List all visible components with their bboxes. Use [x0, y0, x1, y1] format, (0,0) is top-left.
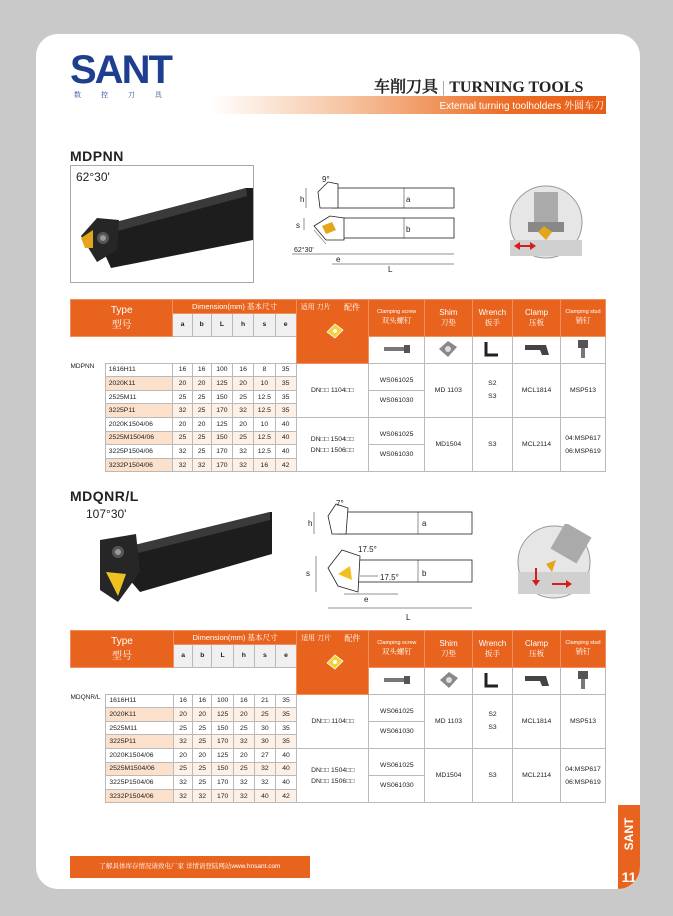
clamp-code: MCL2114 [513, 417, 561, 471]
dim-cell-b: 25 [193, 762, 212, 776]
dim-cell-a: 16 [173, 694, 192, 708]
dim-cell-s: 25 [254, 708, 275, 722]
dimension-diagram-mdqnr [298, 496, 478, 624]
insert-code: DN□□ 1504□□ [310, 435, 354, 443]
dim-cell-b: 25 [193, 721, 212, 735]
dim-cell-s: 40 [254, 789, 275, 803]
type-cell: 3232P1504/06 [106, 789, 174, 803]
dim-cell-h: 25 [233, 390, 254, 404]
diagram-label-e: e [364, 595, 369, 604]
model-label [71, 789, 106, 803]
dim-cell-a: 32 [173, 404, 192, 418]
toolholder-image-mdpnn [71, 166, 253, 282]
diagram-label-L: L [388, 265, 393, 274]
dim-cell-e: 35 [275, 390, 296, 404]
type-cell: 3225P11 [106, 735, 174, 749]
dim-header-L: L [212, 644, 233, 667]
diagram-label-a: a [422, 519, 427, 528]
insert-code: DN□□ 1104□□ [311, 717, 355, 725]
model-label: MDQNR/L [70, 694, 101, 702]
dim-header-e: e [275, 313, 296, 336]
dim-cell-L: 170 [212, 735, 233, 749]
type-cell: 2020K11 [105, 377, 173, 391]
dim-cell-h: 16 [233, 363, 254, 377]
dim-cell-a: 20 [173, 708, 192, 722]
diagram-angle-top: 9° [322, 175, 330, 184]
insert-code: DN□□ 1506□□ [311, 777, 355, 785]
clamp-code: MCL1814 [513, 363, 561, 417]
dim-cell-b: 25 [192, 431, 211, 445]
screw-cell [369, 417, 425, 471]
side-tab-brand: SANT [622, 817, 636, 851]
dim-cell-s: 12.5 [254, 404, 275, 418]
dim-cell-b: 16 [193, 694, 212, 708]
dim-header-a: a [173, 313, 192, 336]
type-cell: 2525M11 [105, 390, 173, 404]
wrench-icon [482, 670, 502, 690]
dim-cell-L: 150 [211, 431, 232, 445]
toolholder-image-mdqnr [70, 512, 272, 610]
dim-cell-b: 25 [192, 404, 211, 418]
page-subtitle: External turning toolholders 外圆车刀 [439, 101, 604, 112]
dim-cell-b: 16 [192, 363, 211, 377]
screw-code: WS061030 [380, 727, 414, 735]
dim-cell-e: 35 [275, 735, 296, 749]
dim-cell-L: 125 [212, 748, 233, 762]
dim-cell-e: 40 [275, 762, 296, 776]
dim-cell-b: 20 [192, 417, 211, 431]
insert-cell [297, 748, 369, 802]
insert-icon [325, 322, 345, 340]
dim-cell-L: 150 [212, 762, 233, 776]
stud-code: 04:MSP617 [565, 765, 601, 773]
stud-icon [573, 338, 593, 360]
dim-cell-e: 35 [275, 694, 296, 708]
dim-cell-s: 27 [254, 748, 275, 762]
dim-cell-L: 100 [211, 363, 232, 377]
brand-logo-subtitle: 数 控 刀 具 [74, 92, 171, 99]
wrench-code: S3 [488, 393, 497, 401]
type-cell: 2020K1504/06 [106, 748, 174, 762]
insert-cell [297, 694, 369, 748]
model-label [71, 748, 106, 762]
dim-cell-h: 32 [233, 404, 254, 418]
dim-header-L: L [211, 313, 232, 336]
col-header-shim: Shim 刀垫 [425, 631, 472, 668]
stud-cell [560, 694, 605, 748]
clamp-image-cell [513, 336, 561, 363]
screw-code: WS061030 [379, 396, 414, 404]
dim-cell-b: 25 [193, 735, 212, 749]
page-title: 车削刀具 | TURNING TOOLS [374, 79, 584, 96]
dim-cell-h: 32 [233, 458, 254, 472]
wrench-image-cell [472, 336, 512, 363]
page-number: 11 [621, 869, 637, 885]
col-header-type: Type 型号 [71, 300, 173, 337]
dim-cell-s: 21 [254, 694, 275, 708]
application-diagram-mdqnr [516, 524, 592, 600]
shim-code: MD1504 [425, 748, 472, 802]
type-cell: 2020K11 [106, 708, 174, 722]
type-cell: 2020K1504/06 [105, 417, 173, 431]
dim-cell-L: 170 [212, 789, 233, 803]
stud-image-cell [560, 336, 605, 363]
dim-cell-a: 32 [173, 445, 192, 459]
screw-icon [382, 344, 412, 354]
dim-cell-s: 10 [254, 377, 275, 391]
screw-code: WS061030 [380, 782, 414, 790]
section-title-mdpnn: MDPNN [70, 148, 124, 164]
dim-cell-e: 40 [275, 776, 296, 790]
type-cell: 2525M11 [106, 721, 174, 735]
stud-cell [560, 748, 605, 802]
insert-cell [296, 417, 368, 471]
insert-code: DN□□ 1506□□ [310, 446, 354, 454]
screw-code: WS061025 [369, 425, 424, 445]
diagram-angle-top: 7° [336, 499, 344, 508]
model-label [71, 735, 106, 749]
dim-cell-a: 25 [173, 390, 192, 404]
dim-cell-e: 40 [275, 748, 296, 762]
stud-code: 06:MSP619 [565, 447, 601, 455]
dim-cell-b: 20 [192, 377, 211, 391]
dim-cell-b: 25 [192, 390, 211, 404]
screw-cell [369, 694, 425, 748]
dim-cell-a: 16 [173, 363, 192, 377]
dim-cell-a: 20 [173, 377, 192, 391]
type-cell: 3225P11 [105, 404, 173, 418]
wrench-code: S3 [488, 724, 497, 732]
col-header-insert: 适用 刀片 配件 [296, 300, 368, 364]
dim-cell-L: 150 [212, 721, 233, 735]
dim-cell-h: 25 [233, 431, 254, 445]
dim-cell-h: 20 [233, 708, 254, 722]
diagram-label-h: h [300, 195, 305, 204]
table-row [71, 363, 606, 377]
dim-header-a: a [173, 644, 192, 667]
shim-code: MD 1103 [425, 363, 473, 417]
clamp-code: MCL1814 [513, 694, 561, 748]
dim-cell-a: 25 [173, 721, 192, 735]
model-label [71, 445, 106, 459]
approach-angle-mdqnr: 107°30' [86, 507, 127, 521]
col-header-insert: 适用 刀片 配件 [297, 631, 369, 695]
wrench-cell [472, 748, 512, 802]
dim-cell-s: 32 [254, 762, 275, 776]
wrench-image-cell [472, 667, 512, 694]
col-header-clamping-screw: Clamping screw 双头螺钉 [369, 300, 425, 337]
table-row [71, 748, 606, 762]
insert-code: DN□□ 1504□□ [311, 766, 355, 774]
dim-header-h: h [233, 313, 254, 336]
insert-icon [325, 653, 345, 671]
wrench-cell [472, 694, 512, 748]
model-label [71, 417, 106, 431]
dim-cell-b: 25 [192, 445, 211, 459]
dim-cell-s: 30 [254, 735, 275, 749]
dim-header-b: b [193, 644, 212, 667]
screw-code: WS061030 [379, 451, 414, 459]
stud-cell [560, 363, 605, 417]
diagram-label-s: s [296, 221, 300, 230]
diagram-angle-side: 17.5° [380, 573, 399, 582]
diagram-label-h: h [308, 519, 313, 528]
table-row [71, 694, 606, 708]
footer-bar: 了解具体库存情况请致电厂家 详情请登陆网站www.hnsant.com [70, 856, 310, 878]
dim-cell-e: 40 [275, 417, 296, 431]
dim-cell-e: 35 [275, 404, 296, 418]
wrench-cell [472, 363, 512, 417]
dim-cell-b: 32 [192, 458, 211, 472]
dim-cell-h: 32 [233, 445, 254, 459]
dim-header-e: e [275, 644, 296, 667]
wrench-code: S3 [488, 441, 497, 449]
model-label [71, 762, 106, 776]
col-header-clamp: Clamp 压板 [513, 631, 561, 668]
col-header-clamp: Clamp 压板 [513, 300, 561, 337]
col-header-wrench: Wrench 扳手 [472, 300, 512, 337]
dim-header-s: s [254, 644, 275, 667]
screw-image-cell [369, 336, 425, 363]
stud-icon [573, 669, 593, 691]
dim-cell-b: 32 [193, 789, 212, 803]
screw-code: WS061025 [369, 702, 424, 722]
wrench-icon [482, 339, 502, 359]
type-cell: 3225P1504/06 [105, 445, 173, 459]
diagram-label-b: b [406, 225, 411, 234]
dim-cell-h: 32 [233, 735, 254, 749]
type-cell: 2525M1504/06 [105, 431, 173, 445]
dim-cell-a: 32 [173, 789, 192, 803]
dim-cell-e: 42 [275, 789, 296, 803]
diagram-label-s: s [306, 569, 310, 578]
dim-cell-h: 32 [233, 789, 254, 803]
diagram-label-b: b [422, 569, 427, 578]
dim-cell-s: 30 [254, 721, 275, 735]
model-label [71, 377, 106, 391]
clamp-icon [522, 670, 552, 690]
shim-image-cell [425, 667, 472, 694]
dim-cell-L: 100 [212, 694, 233, 708]
dim-cell-a: 25 [173, 431, 192, 445]
wrench-cell [472, 417, 512, 471]
dim-cell-L: 170 [212, 776, 233, 790]
col-header-dimension: Dimension(mm) 基本尺寸 [173, 631, 296, 645]
dim-cell-L: 170 [211, 404, 232, 418]
side-tab [618, 805, 640, 889]
stud-code: 04:MSP617 [565, 434, 601, 442]
insert-code: DN□□ 1104□□ [310, 386, 354, 394]
model-label [71, 708, 106, 722]
table-row [71, 417, 606, 431]
col-header-clamping-screw: Clamping screw 双头螺钉 [369, 631, 425, 668]
dim-cell-e: 35 [275, 377, 296, 391]
col-header-dimension: Dimension(mm) 基本尺寸 [173, 300, 296, 314]
dim-cell-h: 25 [233, 721, 254, 735]
dim-cell-s: 32 [254, 776, 275, 790]
dim-cell-L: 125 [212, 708, 233, 722]
screw-icon [382, 675, 412, 685]
product-photo-mdpnn [70, 165, 254, 283]
dim-cell-L: 125 [211, 417, 232, 431]
dim-cell-L: 170 [211, 458, 232, 472]
clamp-icon [522, 339, 552, 359]
diagram-label-a: a [406, 195, 411, 204]
type-cell: 3232P1504/06 [105, 458, 173, 472]
dim-cell-h: 25 [233, 762, 254, 776]
dim-cell-a: 25 [173, 762, 192, 776]
wrench-code: S2 [488, 711, 497, 719]
dim-cell-b: 20 [193, 708, 212, 722]
col-header-wrench: Wrench 扳手 [472, 631, 512, 668]
model-label [71, 458, 106, 472]
page-title-en: TURNING TOOLS [449, 79, 584, 96]
col-header-shim: Shim 刀垫 [425, 300, 473, 337]
col-header-clamping-stud: Clamping stud 销钉 [560, 300, 605, 337]
diagram-label-e: e [336, 255, 341, 264]
dim-header-h: h [233, 644, 254, 667]
dim-cell-b: 25 [193, 776, 212, 790]
model-label [71, 404, 106, 418]
shim-code: MD1504 [425, 417, 473, 471]
screw-cell [369, 748, 425, 802]
model-label [71, 431, 106, 445]
dim-cell-a: 32 [173, 776, 192, 790]
screw-image-cell [369, 667, 425, 694]
dim-cell-b: 20 [193, 748, 212, 762]
shim-image-cell [425, 336, 473, 363]
screw-code: WS061025 [369, 371, 424, 391]
type-cell: 1616H11 [106, 694, 174, 708]
dim-cell-L: 170 [211, 445, 232, 459]
dim-cell-L: 125 [211, 377, 232, 391]
stud-code: MSP513 [569, 717, 597, 725]
type-cell: 3225P1504/06 [106, 776, 174, 790]
brand-logo: SANT [70, 48, 171, 92]
dim-cell-e: 40 [275, 445, 296, 459]
clamp-image-cell [513, 667, 561, 694]
dim-cell-e: 35 [275, 708, 296, 722]
dim-header-s: s [254, 313, 275, 336]
dim-cell-L: 150 [211, 390, 232, 404]
dim-cell-a: 20 [173, 748, 192, 762]
dim-cell-a: 32 [173, 458, 192, 472]
stud-image-cell [560, 667, 605, 694]
dim-cell-e: 40 [275, 431, 296, 445]
model-label: MDPNN [70, 363, 95, 371]
application-diagram-mdpnn [508, 184, 584, 260]
dim-cell-h: 20 [233, 377, 254, 391]
dim-cell-h: 16 [233, 694, 254, 708]
model-label [71, 776, 106, 790]
dim-cell-s: 12.5 [254, 445, 275, 459]
clamp-code: MCL2114 [513, 748, 561, 802]
model-label [71, 721, 106, 735]
dim-cell-s: 16 [254, 458, 275, 472]
dimension-diagram-mdpnn [292, 174, 462, 280]
wrench-code: S3 [488, 772, 497, 780]
shim-code: MD 1103 [425, 694, 472, 748]
spec-table-mdpnn [70, 299, 606, 472]
stud-code: 06:MSP619 [565, 778, 601, 786]
dim-cell-h: 20 [233, 748, 254, 762]
diagram-label-L: L [406, 613, 411, 622]
stud-cell [560, 417, 605, 471]
dim-cell-s: 12.5 [254, 390, 275, 404]
approach-angle-mdpnn: 62°30' [76, 170, 110, 184]
section-title-mdqnr: MDQNR/L [70, 488, 139, 504]
dim-cell-s: 10 [254, 417, 275, 431]
stud-code: MSP513 [569, 386, 597, 394]
page-title-cn: 车削刀具 [374, 79, 439, 96]
dim-cell-h: 20 [233, 417, 254, 431]
catalog-page [36, 34, 640, 889]
diagram-angle-mid: 17.5° [358, 545, 377, 554]
col-header-type: Type 型号 [71, 631, 174, 668]
shim-icon [435, 339, 461, 359]
col-header-clamping-stud: Clamping stud 销钉 [560, 631, 605, 668]
dim-cell-s: 8 [254, 363, 275, 377]
dim-cell-e: 35 [275, 721, 296, 735]
dim-header-b: b [192, 313, 211, 336]
insert-cell [296, 363, 368, 417]
model-label [71, 390, 106, 404]
shim-icon [436, 670, 462, 690]
diagram-angle-bottom: 62°30' [294, 247, 314, 254]
dim-cell-a: 32 [173, 735, 192, 749]
spec-table-mdqnr [70, 630, 606, 803]
screw-cell [369, 363, 425, 417]
dim-cell-e: 35 [275, 363, 296, 377]
dim-cell-a: 20 [173, 417, 192, 431]
dim-cell-s: 12.5 [254, 431, 275, 445]
dim-cell-h: 32 [233, 776, 254, 790]
wrench-code: S2 [488, 380, 497, 388]
type-cell: 2525M1504/06 [106, 762, 174, 776]
dim-cell-e: 42 [275, 458, 296, 472]
type-cell: 1616H11 [105, 363, 173, 377]
screw-code: WS061025 [369, 756, 424, 776]
